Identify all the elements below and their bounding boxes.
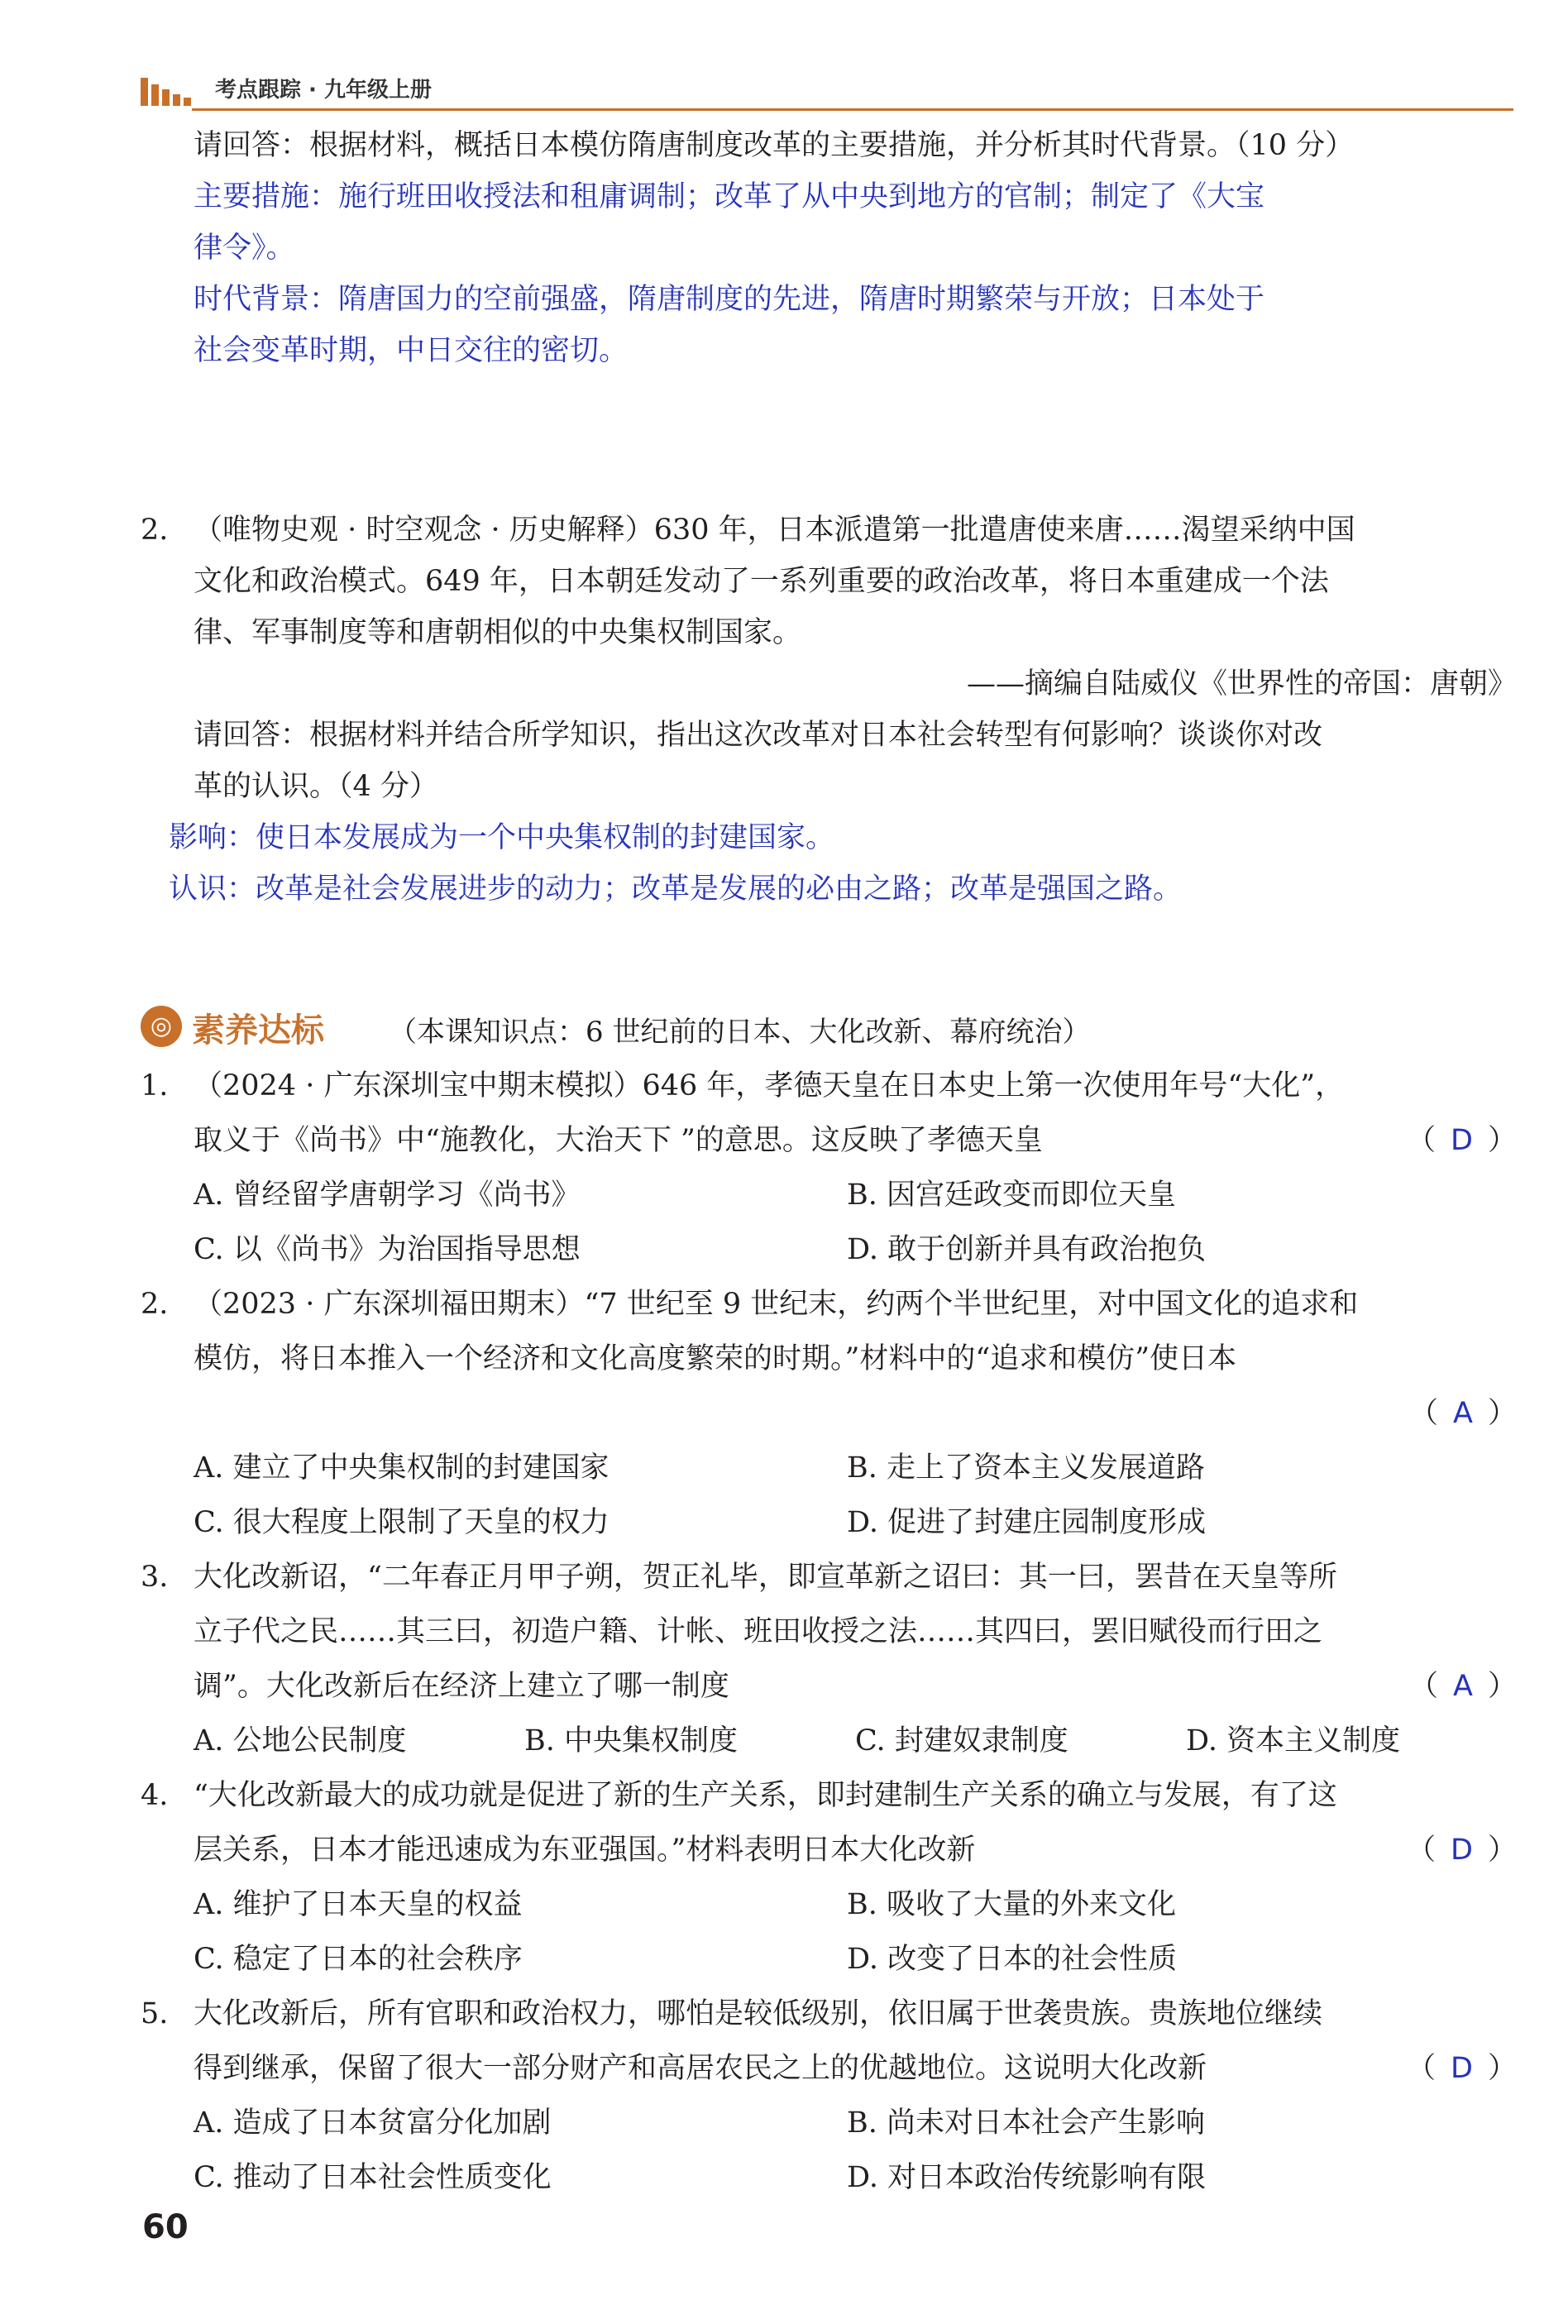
paren-open: （ — [1407, 2052, 1437, 2085]
option-b: B. 尚未对日本社会产生影响 — [847, 2106, 1205, 2140]
answer-letter: D — [1451, 1124, 1473, 1157]
mc-stem-line: 立子代之民……其三曰，初造户籍、计帐、班田收授之法……其四曰，罢旧赋役而行田之 — [194, 1615, 1323, 1648]
option-d: D. 对日本政治传统影响有限 — [847, 2161, 1207, 2194]
option-d: D. 资本主义制度 — [1186, 1724, 1401, 1757]
paren-open: （ — [1407, 1124, 1437, 1157]
q1-prompt: 请回答：根据材料，概括日本模仿隋唐制度改革的主要措施，并分析其时代背景。（10 分） — [194, 129, 1355, 162]
option-b: B. 走上了资本主义发展道路 — [847, 1451, 1205, 1485]
header-title: 考点跟踪 · 九年级上册 — [215, 78, 432, 103]
option-a: A. 曾经留学唐朝学习《尚书》 — [194, 1179, 581, 1212]
mc-list — [141, 1059, 1517, 2205]
mc-question-5 — [141, 1987, 1517, 2205]
mc-stem-line: 模仿，将日本推入一个经济和文化高度繁荣的时期。”材料中的“追求和模仿”使日本 — [194, 1342, 1237, 1375]
option-c: C. 稳定了日本的社会秩序 — [194, 1943, 523, 1976]
mc-question-2 — [141, 1277, 1517, 1550]
option-d: D. 敢于创新并具有政治抱负 — [847, 1233, 1207, 1266]
q1-answer-line: 时代背景：隋唐国力的空前强盛，隋唐制度的先进，隋唐时期繁荣与开放；日本处于 — [194, 283, 1265, 316]
q2-prompt: 请回答：根据材料并结合所学知识，指出这次改革对日本社会转型有何影响？谈谈你对改 — [194, 719, 1323, 752]
answer-letter: A — [1453, 1397, 1473, 1430]
mc-number: 5. — [141, 1997, 169, 2030]
option-a: A. 维护了日本天皇的权益 — [194, 1888, 523, 1921]
answer-letter: A — [1453, 1670, 1473, 1703]
option-a: A. 建立了中央集权制的封建国家 — [194, 1451, 610, 1485]
q1-answer-line: 社会变革时期，中日交往的密切。 — [194, 334, 629, 367]
option-d: D. 改变了日本的社会性质 — [847, 1943, 1178, 1976]
answer-bracket — [1409, 1659, 1517, 1714]
section-subtitle: （本课知识点：6 世纪前的日本、大化改新、幕府统治） — [389, 1016, 1091, 1049]
mc-stem-line: 得到继承，保留了很大一部分财产和高居农民之上的优越地位。这说明大化改新 — [194, 2052, 1207, 2085]
mc-question-4 — [141, 1768, 1517, 1987]
option-a: A. 造成了日本贫富分化加剧 — [194, 2106, 552, 2140]
mc-stem-line: 层关系，日本才能迅速成为东亚强国。”材料表明日本大化改新 — [194, 1834, 976, 1867]
mc-stem-line: 大化改新后，所有官职和政治权力，哪怕是较低级别，依旧属于世袭贵族。贵族地位继续 — [194, 1997, 1323, 2030]
mc-number: 1. — [141, 1069, 169, 1102]
paren-close: ） — [1487, 1670, 1517, 1703]
mc-number: 4. — [141, 1779, 169, 1812]
mc-stem-line: 调”。大化改新后在经济上建立了哪一制度 — [194, 1670, 729, 1703]
mc-stem-line: “大化改新最大的成功就是促进了新的生产关系，即封建制生产关系的确立与发展，有了这 — [194, 1779, 1337, 1812]
q2-block — [141, 504, 1517, 915]
answer-bracket — [1407, 2041, 1517, 2096]
target-icon: ◎ — [141, 1006, 182, 1047]
option-b: B. 中央集权制度 — [524, 1724, 738, 1757]
paren-close: ） — [1487, 1397, 1517, 1430]
option-a: A. 公地公民制度 — [194, 1724, 407, 1757]
mc-stem-line: （2024 · 广东深圳宝中期末模拟）646 年，孝德天皇在日本史上第一次使用年号“大化”， — [194, 1069, 1345, 1102]
mc-stem-line: 大化改新诏，“二年春正月甲子朔，贺正礼毕，即宣革新之诏曰：其一曰，罢昔在天皇等所 — [194, 1561, 1337, 1594]
mc-stem-line: （2023 · 广东深圳福田期末）“7 世纪至 9 世纪末，约两个半世纪里，对中国文化的追求和 — [194, 1288, 1359, 1321]
q1-answer-line: 律令》。 — [194, 232, 295, 265]
q2-source: ——摘编自陆威仪《世界性的帝国：唐朝》 — [966, 667, 1517, 701]
section-header — [141, 999, 1513, 1057]
option-c: C. 以《尚书》为治国指导思想 — [194, 1233, 581, 1266]
section-title: 素养达标 — [192, 1011, 324, 1050]
answer-letter: D — [1451, 2052, 1473, 2085]
paren-close: ） — [1487, 1124, 1517, 1157]
mc-number: 2. — [141, 1288, 169, 1321]
q2-number: 2. — [141, 514, 169, 547]
mc-question-3 — [141, 1550, 1517, 1768]
option-c: C. 封建奴隶制度 — [855, 1724, 1068, 1757]
option-b: B. 因宫廷政变而即位天皇 — [847, 1179, 1176, 1212]
q1-answer-line: 主要措施：施行班田收授法和租庸调制；改革了从中央到地方的官制；制定了《大宝 — [194, 180, 1265, 213]
page-number: 60 — [142, 2208, 189, 2246]
paren-close: ） — [1487, 2052, 1517, 2085]
q2-line: 文化和政治模式。649 年，日本朝廷发动了一系列重要的政治改革，将日本重建成一个法 — [194, 565, 1329, 598]
answer-bracket — [1407, 1113, 1517, 1168]
mc-number: 3. — [141, 1561, 169, 1594]
q2-line: 律、军事制度等和唐朝相似的中央集权制国家。 — [194, 616, 802, 649]
q2-line: （唯物史观 · 时空观念 · 历史解释）630 年，日本派遣第一批遣唐使来唐……渴望采纳中国 — [194, 514, 1355, 547]
paren-close: ） — [1487, 1834, 1517, 1867]
option-c: C. 推动了日本社会性质变化 — [194, 2161, 552, 2194]
mc-question-1 — [141, 1059, 1517, 1277]
answer-bracket — [1407, 1823, 1517, 1877]
option-d: D. 促进了封建庄园制度形成 — [847, 1506, 1207, 1539]
answer-letter: D — [1451, 1834, 1473, 1867]
q2-answer-line: 影响：使日本发展成为一个中央集权制的封建国家。 — [169, 821, 835, 854]
page-header — [141, 68, 1513, 112]
paren-open: （ — [1409, 1670, 1439, 1703]
answer-bracket — [1409, 1386, 1517, 1441]
paren-open: （ — [1407, 1834, 1437, 1867]
option-c: C. 很大程度上限制了天皇的权力 — [194, 1506, 610, 1539]
option-b: B. 吸收了大量的外来文化 — [847, 1888, 1176, 1921]
header-rule — [192, 108, 1513, 111]
q2-answer-line: 认识：改革是社会发展进步的动力；改革是发展的必由之路；改革是强国之路。 — [169, 873, 1183, 906]
mc-stem-line: 取义于《尚书》中“施教化，大治天下 ”的意思。这反映了孝德天皇 — [194, 1124, 1043, 1157]
bars-logo-icon — [141, 76, 190, 106]
paren-open: （ — [1409, 1397, 1439, 1430]
q1-continuation — [194, 120, 1517, 376]
q2-prompt: 革的认识。（4 分） — [194, 770, 438, 803]
